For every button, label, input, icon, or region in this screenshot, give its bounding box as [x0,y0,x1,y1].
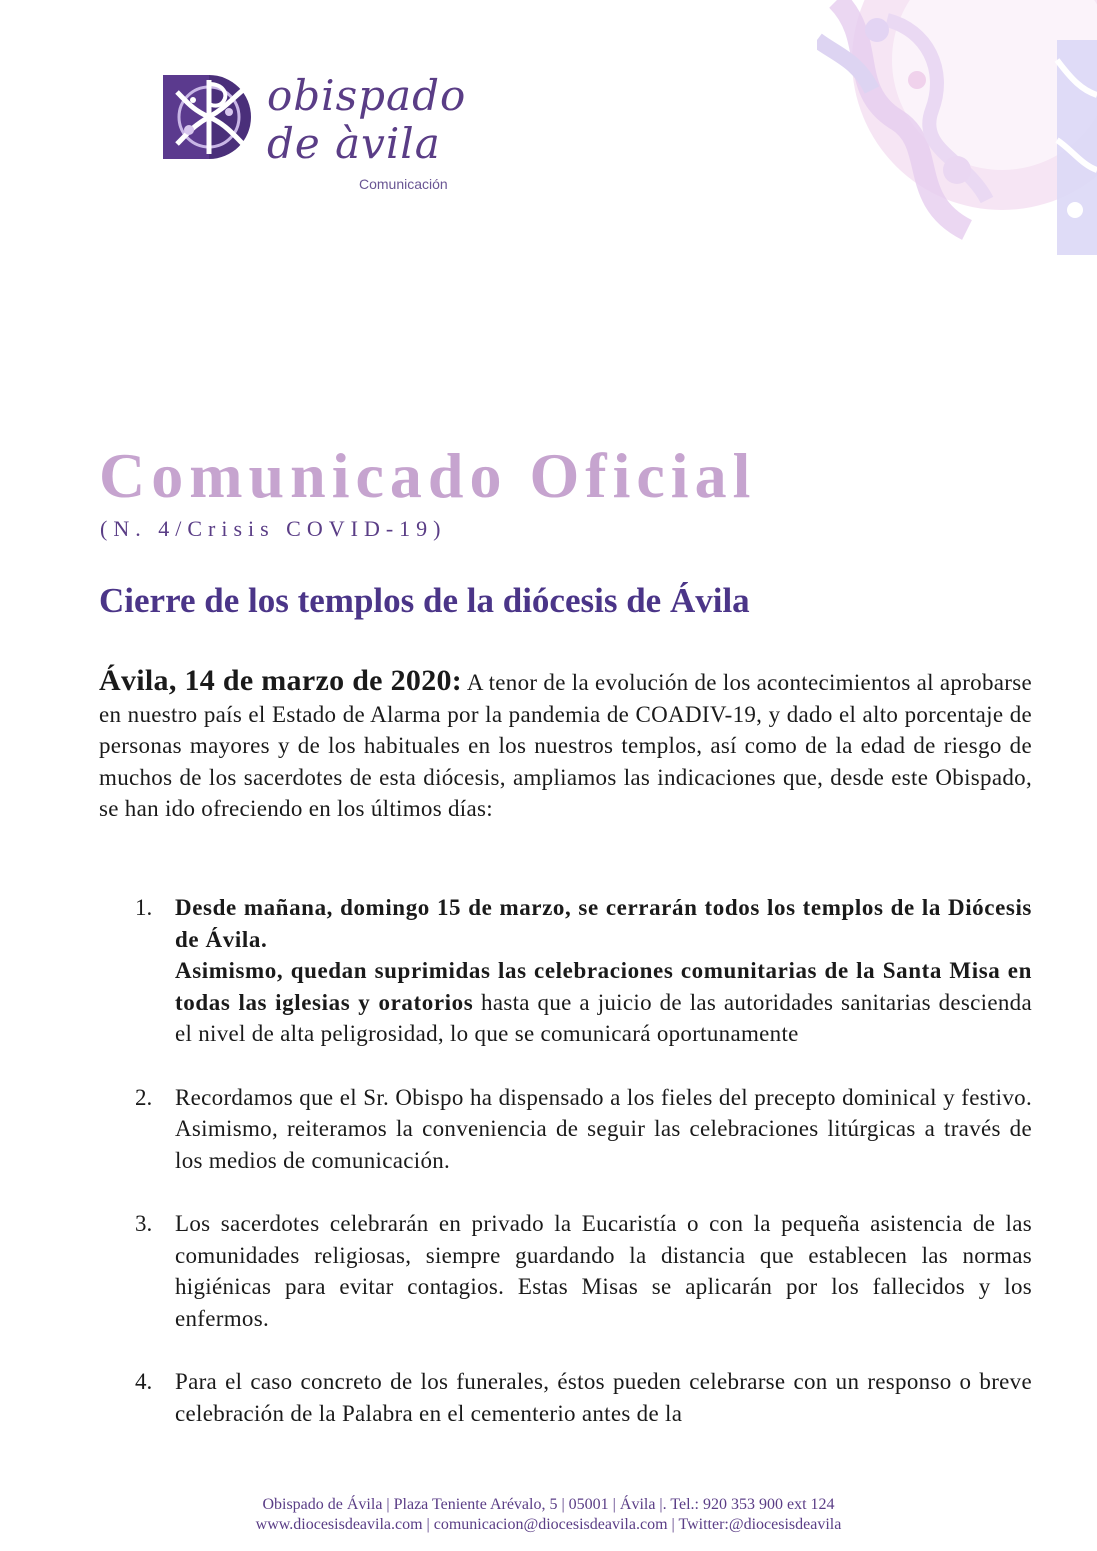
list-item-text [175,892,1032,1050]
footer-contacts: www.diocesisdeavila.com | comunicacion@diocesisdeavila.com | Twitter:@diocesisdeavila [255,1516,842,1533]
intro-text: A tenor de la evolución de los acontecimientos al aprobarse en nuestro país el Estado de Alarma por la pandemia de COADIV-19, y dado el alto porcentaje de personas mayores y de los habituales en los nuestros templos, así como de la edad de riesgo de muchos de los sacerdotes de esta diócesis, ampliamos las indicaciones que, desde este Obispado, se han ido ofreciendo en los últimos días: [99,670,1032,821]
list-item-number: 3. [135,1211,153,1236]
ornament-graphic [817,0,1097,255]
dateline: Ávila, 14 de marzo de 2020: [99,664,463,697]
list-item-number: 1. [135,895,153,920]
logo-wordmark-line2: de àvila [267,119,441,168]
list-item-text: Para el caso concreto de los funerales, éstos pueden celebrarse con un responso o breve celebración de la Palabra en el cementerio antes de la [175,1369,1032,1426]
footer-address: Obispado de Ávila | Plaza Teniente Arévalo, 5 | 05001 | Ávila |. Tel.: 920 353 900 ext 124 [262,1496,835,1513]
page-footer [0,1495,1097,1535]
list-item [99,892,1032,1050]
bold-statement-closure: Desde mañana, domingo 15 de marzo, se cerrarán todos los templos de la Diócesis de Ávila. [175,895,1032,952]
document-number: (N. 4/Crisis COVID-19) [100,516,447,541]
corner-ornament [817,0,1097,255]
bold-statement-suppression: Asimismo, quedan suprimidas las celebraciones comunitarias de la Santa Misa en todas las iglesias y oratorios [175,958,1032,1015]
logo-wordmark-line1: obispado [267,71,467,120]
measures-list [99,892,1032,1461]
list-item-text: Los sacerdotes celebrarán en privado la Eucaristía o con la pequeña asistencia de las comunidades religiosas, siempre guardando la distancia que establecen las normas higiénicas para evitar contagios. Estas Misas se aplicarán por los fallecidos y los enfermos. [175,1211,1032,1331]
diocese-logo [163,70,483,200]
list-item [99,1366,1032,1429]
logo-department: Comunicación [359,176,448,192]
document-heading: Cierre de los templos de la diócesis de Ávila [99,581,750,620]
list-item [99,1208,1032,1334]
list-item [99,1082,1032,1177]
chi-rho-emblem-icon [163,72,251,162]
list-item-continuation: hasta que a juicio de las autoridades sanitarias descienda el nivel de alta peligrosidad, lo que se comunicará oportunamente [175,989,1032,1046]
list-item-text: Recordamos que el Sr. Obispo ha dispensado a los fieles del precepto dominical y festivo. Asimismo, reiteramos la conveniencia de seguir las celebraciones litúrgicas a través de los medios de comunicación. [175,1084,1032,1173]
document-title: Comunicado Oficial [99,440,757,511]
intro-paragraph [99,665,1032,825]
list-item-number: 4. [135,1369,153,1394]
list-item-number: 2. [135,1084,153,1110]
